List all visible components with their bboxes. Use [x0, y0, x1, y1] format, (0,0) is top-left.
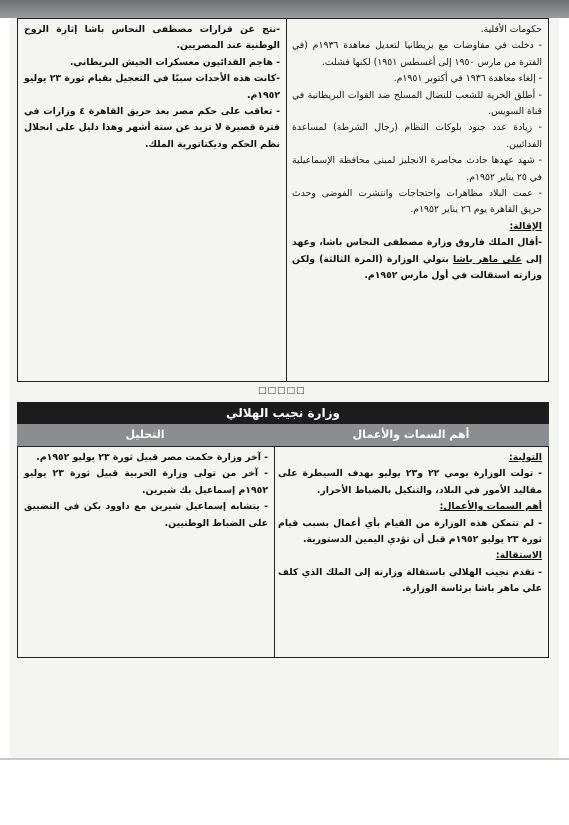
bottom-left-column — [18, 447, 274, 657]
text-line: - يتشابه إسماعيل شيرين مع داوود بكن في التضييق على الضباط الوطنيين. — [24, 501, 268, 529]
column-divider — [286, 19, 287, 381]
text-line: - آخر من تولى وزارة الحربية قبيل ثورة ٢٣ يوليو ١٩٥٢م إسماعيل بك شيرين. — [24, 468, 269, 496]
text-line: - زيادة عدد جنود بلوكات النظام (رجال الشرطة) لمساعدة الفدائيين. — [292, 122, 542, 150]
iqala-name: علي ماهر باشا — [452, 253, 522, 265]
text-line: - تعاقب على حكم مصر بعد حريق القاهرة ٤ وزارات في فترة قصيرة لا تزيد عن ستة أشهر وهذا دليل على انحلال نظم الحكم وديكتاتورية الملك. — [24, 106, 280, 150]
text-line: - لم تتمكن هذه الوزارة من القيام بأي أعمال بسبب قيام ثورة ٢٣ يوليو ١٩٥٢م قبل أن تؤدي اليمين الدستورية. — [278, 517, 542, 546]
iqala-paragraph — [292, 235, 542, 284]
text-line: - شهد عهدها حادث محاصرة الانجليز لمبنى محافظة الإسماعيلية في ٢٥ يناير ١٩٥٢م. — [292, 155, 542, 183]
iqala-post: بتولي الوزارة (المرة الثالثة) ولكن وزارته استقالت في أول مارس ١٩٥٢م. — [292, 253, 542, 282]
iqala-pre: -أقال الملك فاروق وزارة مصطفى النحاس باشا، وعهد إلى — [292, 237, 542, 265]
text-line: - تولت الوزارة يومي ٢٢ و٢٣ يوليو بهدف السيطرة على مقاليد الأمور في البلاد، والتنكيل بالضباط الأحرار. — [278, 468, 542, 496]
text-line: حكومات الأقلية. — [480, 24, 542, 35]
section-heading-istiqala: الاستقالة: — [495, 550, 542, 562]
text-line: - هاجم الفدائيون معسكرات الجيش البريطاني. — [69, 56, 280, 68]
text-line: -كانت هذه الأحداث سببًا في التعجيل بقيام ثورة ٢٣ يوليو ١٩٥٢م. — [24, 73, 281, 101]
text-line: - دخلت في مفاوضات مع بريطانيا لتعديل معاهدة ١٩٣٦م (في الفترة من مارس ١٩٥٠ إلى أغسطس ١٩٥١) لكنها فشلت. — [292, 40, 542, 68]
top-left-column — [18, 19, 286, 381]
column-divider — [274, 447, 275, 657]
header-features: أهم السمات والأعمال — [273, 424, 549, 446]
header-analysis: التحليل — [17, 424, 273, 446]
top-table — [17, 18, 549, 382]
text-line: - أطلق الحرية للشعب للنضال المسلح ضد القوات البريطانية في قناة السويس. — [292, 89, 542, 118]
bottom-table — [17, 446, 549, 658]
text-line: - إلغاء معاهدة ١٩٣٦ في أكتوبر ١٩٥١م. — [393, 73, 542, 85]
section-heading-simat: أهم السمات والأعمال: — [439, 501, 542, 513]
text-line: - آخر وزارة حكمت مصر قبيل ثورة ٢٣ يوليو ١٩٥٢م. — [36, 452, 268, 463]
separator-glyphs: □□□□□ — [258, 386, 306, 396]
top-right-column — [286, 19, 548, 381]
text-line: - عمت البلاد مظاهرات واحتجاجات وانتشرت الفوضى وحدث حريق القاهرة يوم ٢٦ يناير ١٩٥٢م. — [292, 188, 542, 216]
blank-footer-area — [0, 760, 569, 825]
text-line: -نتج عن قرارات مصطفى النحاس باشا إثارة الروح الوطنية عند المصريين. — [24, 24, 280, 52]
top-frame-bar — [0, 0, 569, 18]
section-banner: وزارة نجيب الهلالي — [17, 402, 549, 424]
text-line: - تقدم نجيب الهلالي باستقالة وزارته إلى الملك الذي كلف علي ماهر باشا برئاسة الوزارة. — [278, 566, 542, 595]
section-heading-tawliya: التولية: — [509, 452, 542, 463]
section-heading-iqala: الإقالة: — [509, 220, 542, 232]
bottom-right-column — [272, 447, 548, 657]
